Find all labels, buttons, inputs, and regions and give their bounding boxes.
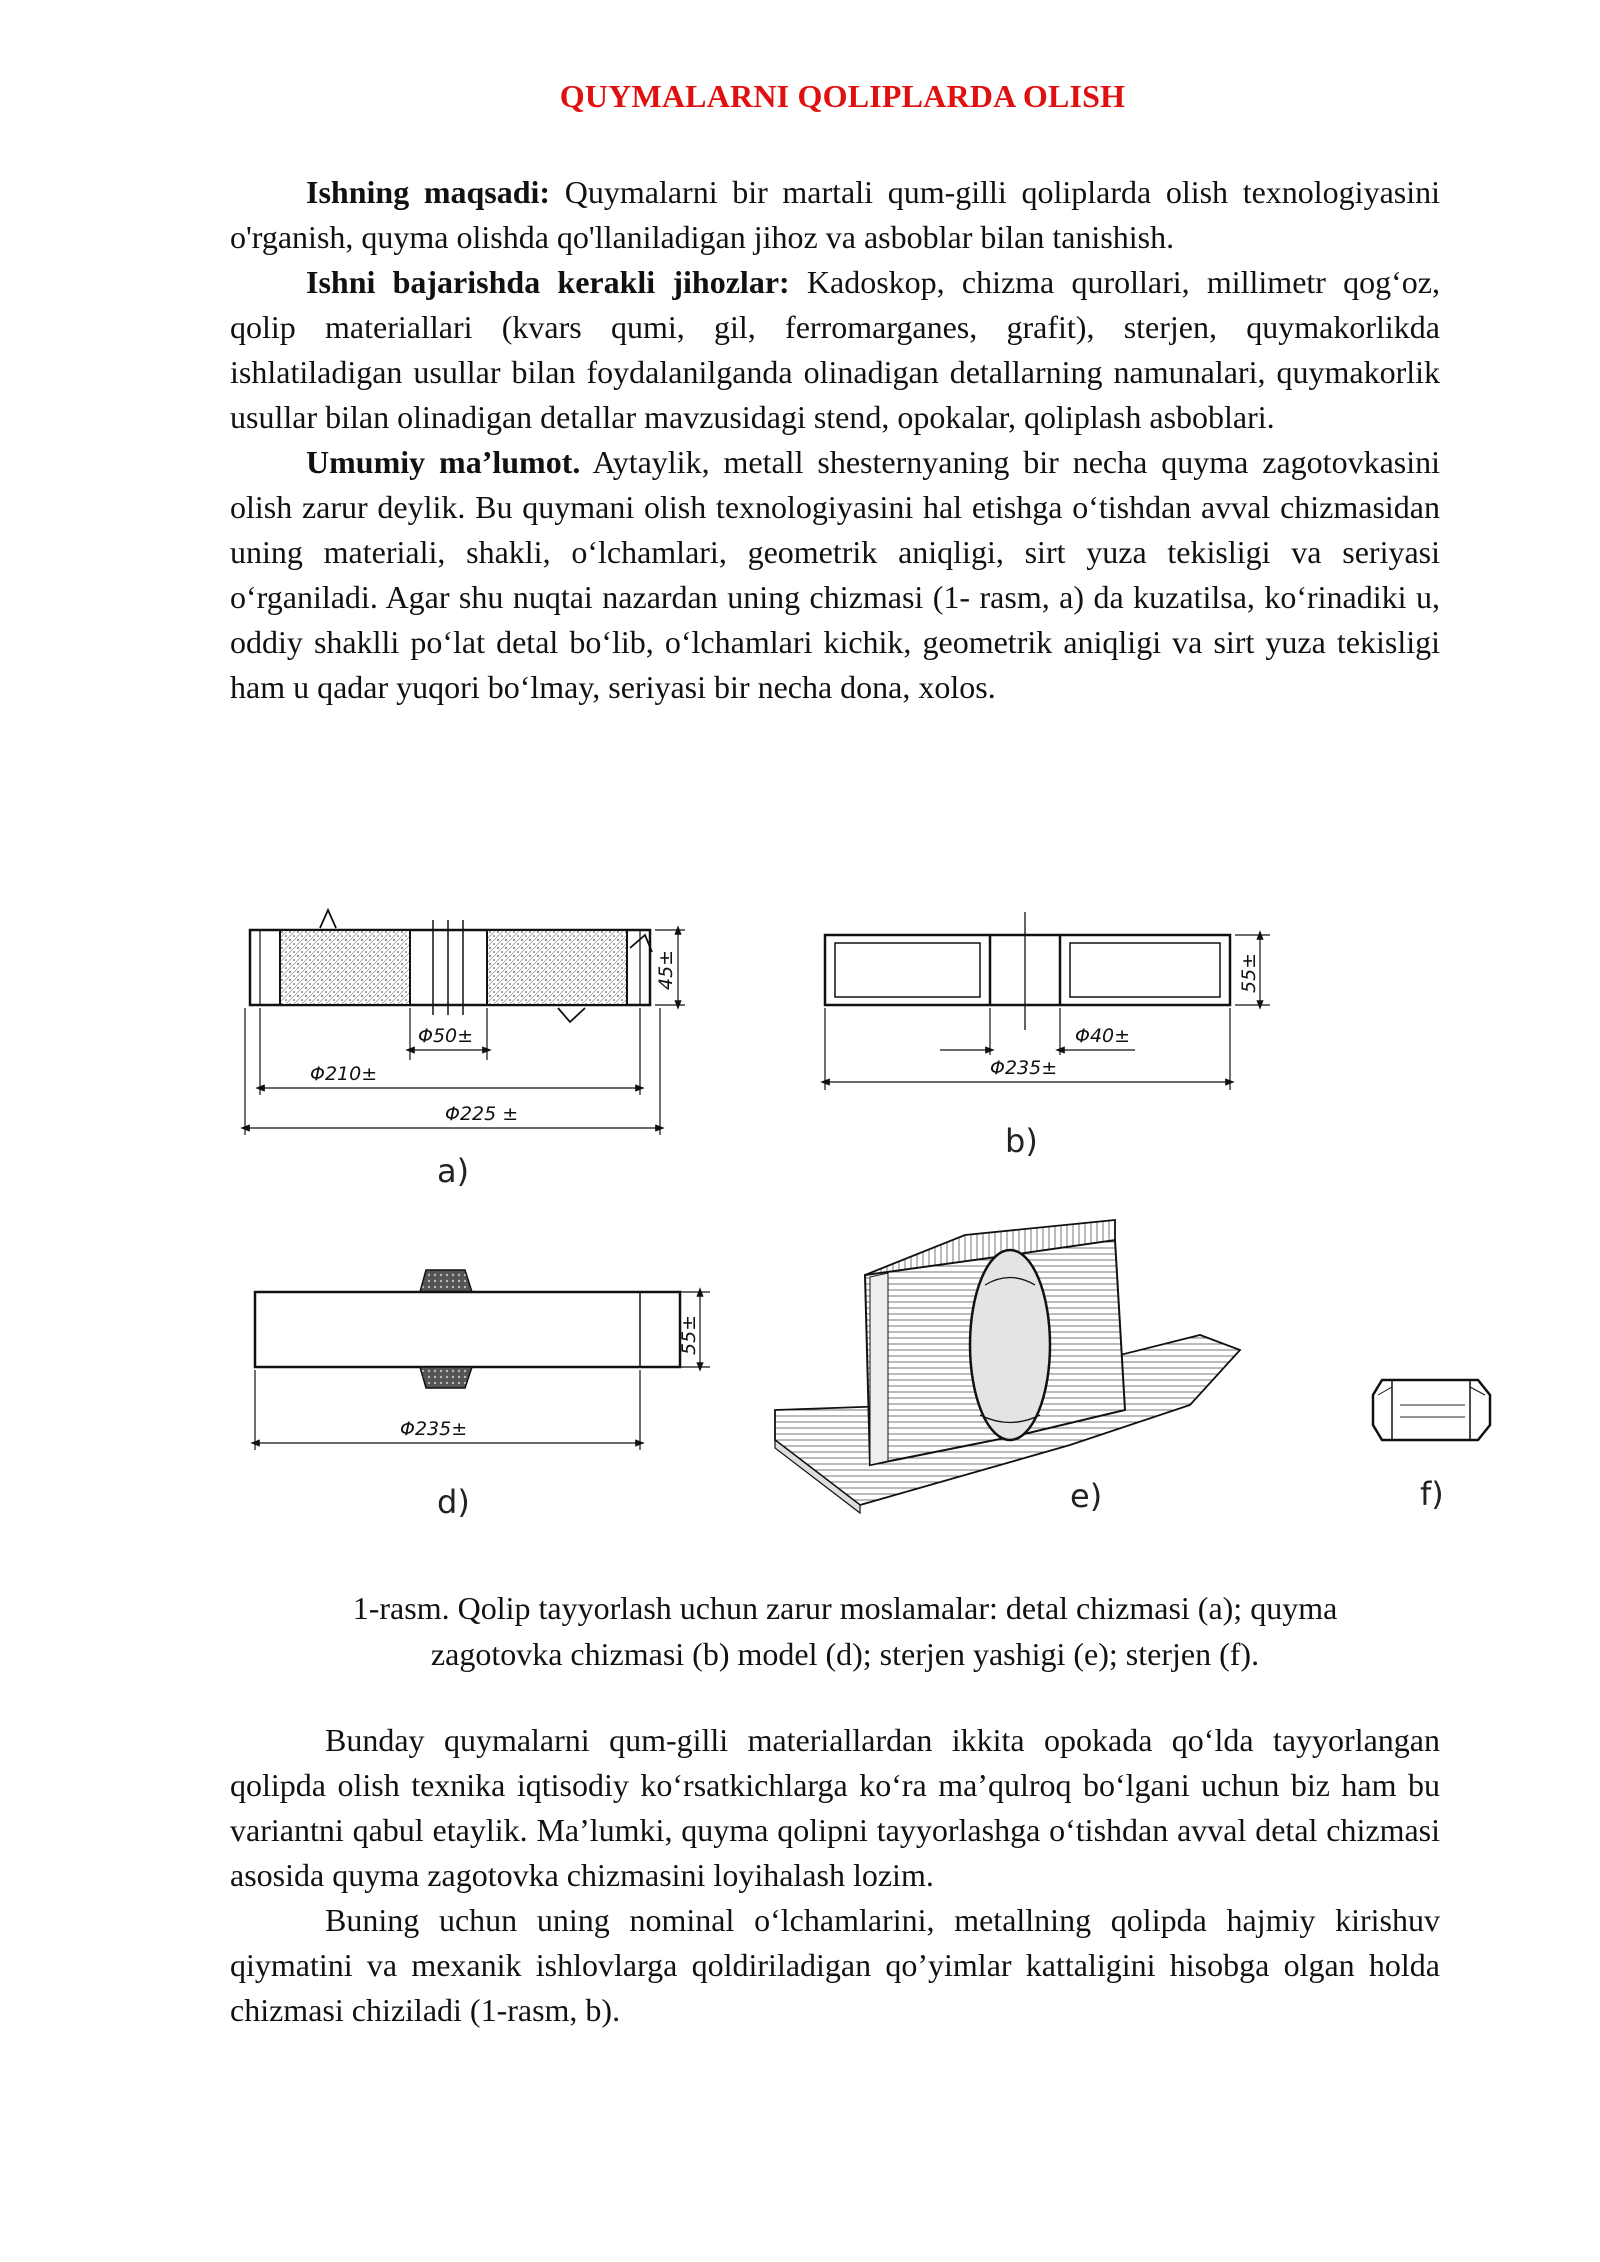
body-paragraph-1: Bunday quymalarni qum-gilli materiallardan ikkita opokada qo‘lda tayyorlangan qolipda olish texnika iqtisodiy ko‘rsatkichlarga ko‘ra ma’qulroq bo‘lgani uchun biz ham bu variantni qabul etaylik. Ma’lumki, quyma qolipni tayyorlashga o‘tishdan avval detal chizmasi asosida quyma zagotovka chizmasini loyihalash lozim. xyxy=(230,1722,1440,1893)
figure-a-part-drawing xyxy=(240,890,690,1150)
figure-caption xyxy=(250,1585,1440,1677)
caption-line-2: zagotovka chizmasi (b) model (d); sterjen yashigi (e); sterjen (f). xyxy=(430,1636,1260,1672)
equipment-text: Kadoskop, chizma qurollari, millimetr qog‘oz, qolip materiallari (kvars qumi, gil, ferromarganes, grafit), sterjen, quymakorlikda ishlatiladigan usullar bilan foydalanilganda olinadigan detallarning namunalari, quymakorlik usullar bilan olinadigan detallar mavzusidagi stend, opokalar, qoliplash asboblari. xyxy=(230,264,1441,435)
general-info-label: Umumiy ma’lumot. xyxy=(306,444,581,480)
figure-f-core xyxy=(1370,1375,1495,1445)
caption-line-1: 1-rasm. Qolip tayyorlash uchun zarur moslamalar: detal chizmasi (a); quyma xyxy=(352,1590,1338,1626)
equipment-label: Ishni bajarishda kerakli jihozlar: xyxy=(306,264,790,300)
figure-d-label: d) xyxy=(437,1483,470,1521)
dim-d-outer: Φ235± xyxy=(400,1418,468,1440)
dim-b-outer: Φ235± xyxy=(990,1057,1058,1079)
page-title: QUYMALARNI QOLIPLARDA OLISH xyxy=(559,78,1126,114)
dim-a-outer: Φ225 ± xyxy=(445,1103,519,1125)
figure-f-label: f) xyxy=(1420,1475,1444,1513)
dim-a-inner: Φ210± xyxy=(310,1063,378,1085)
dim-b-hole: Φ40± xyxy=(1075,1025,1131,1047)
equipment-paragraph xyxy=(230,260,1440,440)
general-info-text: Aytaylik, metall shesternyaning bir necha quyma zagotovkasini olish zarur deylik. Bu quymani olish texnologiyasini hal etishga o‘tishdan avval chizmasidan uning materiali, shakli, o‘lchamlari, geometrik aniqligi, sirt yuza tekisligi va seriyasi o‘rganiladi. Agar shu nuqtai nazardan uning chizmasi (1- rasm, a) da kuzatilsa, ko‘rinadiki u, oddiy shaklli po‘lat detal bo‘lib, o‘lchamlari kichik, geometrik aniqligi va sirt yuza tekisligi ham u qadar yuqori bo‘lmay, seriyasi bir necha dona, xolos. xyxy=(230,444,1441,705)
figure-e-core-box xyxy=(770,1215,1250,1515)
goal-text: Quymalarni bir martali qum-gilli qoliplarda olish texnologiyasini o'rganish, quyma olishda qo'llaniladigan jihoz va asboblar bilan tanishish. xyxy=(230,174,1441,255)
goal-paragraph xyxy=(230,170,1440,260)
figure-b-casting-drawing xyxy=(815,890,1275,1120)
goal-label: Ishning maqsadi: xyxy=(306,174,551,210)
dim-b-height: 55± xyxy=(1238,952,1260,993)
dim-d-height: 55± xyxy=(678,1314,700,1355)
dim-a-height: 45± xyxy=(655,949,677,990)
general-info-paragraph xyxy=(230,440,1440,710)
body-paragraph-2: Buning uchun uning nominal o‘lchamlarini, metallning qolipda hajmiy kirishuv qiymatini va mexanik ishlovlarga qoldiriladigan qo’yimlar kattaligini hisobga olgan holda chizmasi chiziladi (1-rasm, b). xyxy=(230,1902,1440,2028)
figure-d-model xyxy=(240,1260,710,1460)
figure-e-label: e) xyxy=(1070,1477,1103,1515)
intro-section xyxy=(230,170,1440,710)
figure-b-label: b) xyxy=(1005,1122,1038,1160)
body-section xyxy=(230,1718,1440,2033)
dim-a-hole: Φ50± xyxy=(418,1025,474,1047)
figure-a-label: a) xyxy=(437,1152,470,1190)
